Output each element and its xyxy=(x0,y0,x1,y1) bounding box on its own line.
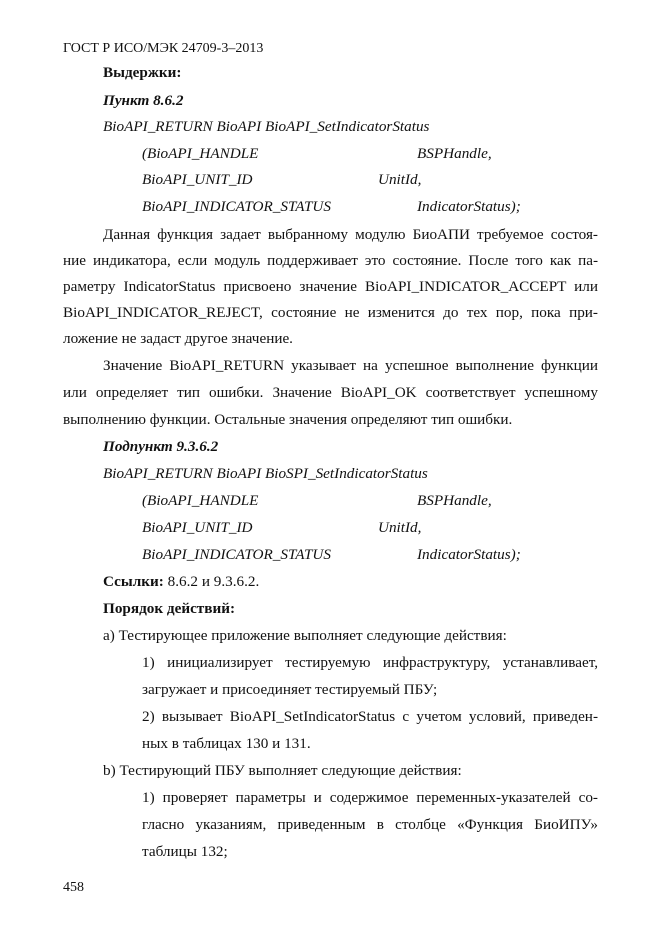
step-b1-line: таблицы 132; xyxy=(142,843,228,860)
step-a1-line: 1) инициализирует тестируемую инфраструктуру, устанавливает, xyxy=(142,654,598,671)
param-name: BioAPI_INDICATOR_STATUS xyxy=(142,198,331,215)
function-signature: BioAPI_RETURN BioAPI BioSPI_SetIndicatorStatus xyxy=(103,465,428,482)
param-value: UnitId, xyxy=(378,519,422,536)
function-signature: BioAPI_RETURN BioAPI BioAPI_SetIndicatorStatus xyxy=(103,118,430,135)
step-b: b) Тестирующий ПБУ выполняет следующие действия: xyxy=(103,762,462,779)
references-label: Ссылки: xyxy=(103,573,164,590)
paragraph-line: Значение BioAPI_RETURN указывает на успешное выполнение функции xyxy=(103,357,598,374)
step-a2-line: 2) вызывает BioAPI_SetIndicatorStatus с учетом условий, приведен- xyxy=(142,708,598,725)
step-a: а) Тестирующее приложение выполняет следующие действия: xyxy=(103,627,507,644)
param-value: BSPHandle, xyxy=(417,492,492,509)
paragraph-line: ложение не задаст другое значение. xyxy=(63,330,293,347)
step-a1-line: загружает и присоединяет тестируемый ПБУ; xyxy=(142,681,438,698)
step-b1-line: 1) проверяет параметры и содержимое переменных-указателей со- xyxy=(142,789,598,806)
references-line xyxy=(103,573,259,591)
step-b1-line: гласно указаниям, приведенным в столбце «Функция БиоИПУ» xyxy=(142,816,598,833)
paragraph-line: выполнению функции. Остальные значения определяют тип ошибки. xyxy=(63,411,513,428)
param-name: BioAPI_UNIT_ID xyxy=(142,171,253,188)
param-value: UnitId, xyxy=(378,171,422,188)
param-value: IndicatorStatus); xyxy=(417,198,521,215)
paragraph-line: ние индикатора, если модуль поддерживает это состояние. После того как па- xyxy=(63,252,598,269)
references-value: 8.6.2 и 9.3.6.2. xyxy=(163,573,260,590)
paragraph-line: BioAPI_INDICATOR_REJECT, состояние не изменится до тех пор, пока при- xyxy=(63,304,598,321)
param-name: (BioAPI_HANDLE xyxy=(142,492,259,509)
clause-heading: Пункт 8.6.2 xyxy=(103,92,184,109)
paragraph-line: или определяет тип ошибки. Значение BioAPI_OK соответствует успешному xyxy=(63,384,598,401)
step-a2-line: ных в таблицах 130 и 131. xyxy=(142,735,311,752)
paragraph-line: Данная функция задает выбранному модулю БиоАПИ требуемое состоя- xyxy=(103,226,598,243)
param-value: BSPHandle, xyxy=(417,145,492,162)
document-header: ГОСТ Р ИСО/МЭК 24709-3–2013 xyxy=(63,41,264,56)
param-value: IndicatorStatus); xyxy=(417,546,521,563)
param-name: (BioAPI_HANDLE xyxy=(142,145,259,162)
param-name: BioAPI_INDICATOR_STATUS xyxy=(142,546,331,563)
procedure-label: Порядок действий: xyxy=(103,600,236,617)
subclause-heading: Подпункт 9.3.6.2 xyxy=(103,438,219,455)
paragraph-line: раметру IndicatorStatus присвоено значение BioAPI_INDICATOR_ACCEPT или xyxy=(63,278,598,295)
page-number: 458 xyxy=(63,880,84,895)
param-name: BioAPI_UNIT_ID xyxy=(142,519,253,536)
excerpts-label: Выдержки: xyxy=(103,64,182,81)
